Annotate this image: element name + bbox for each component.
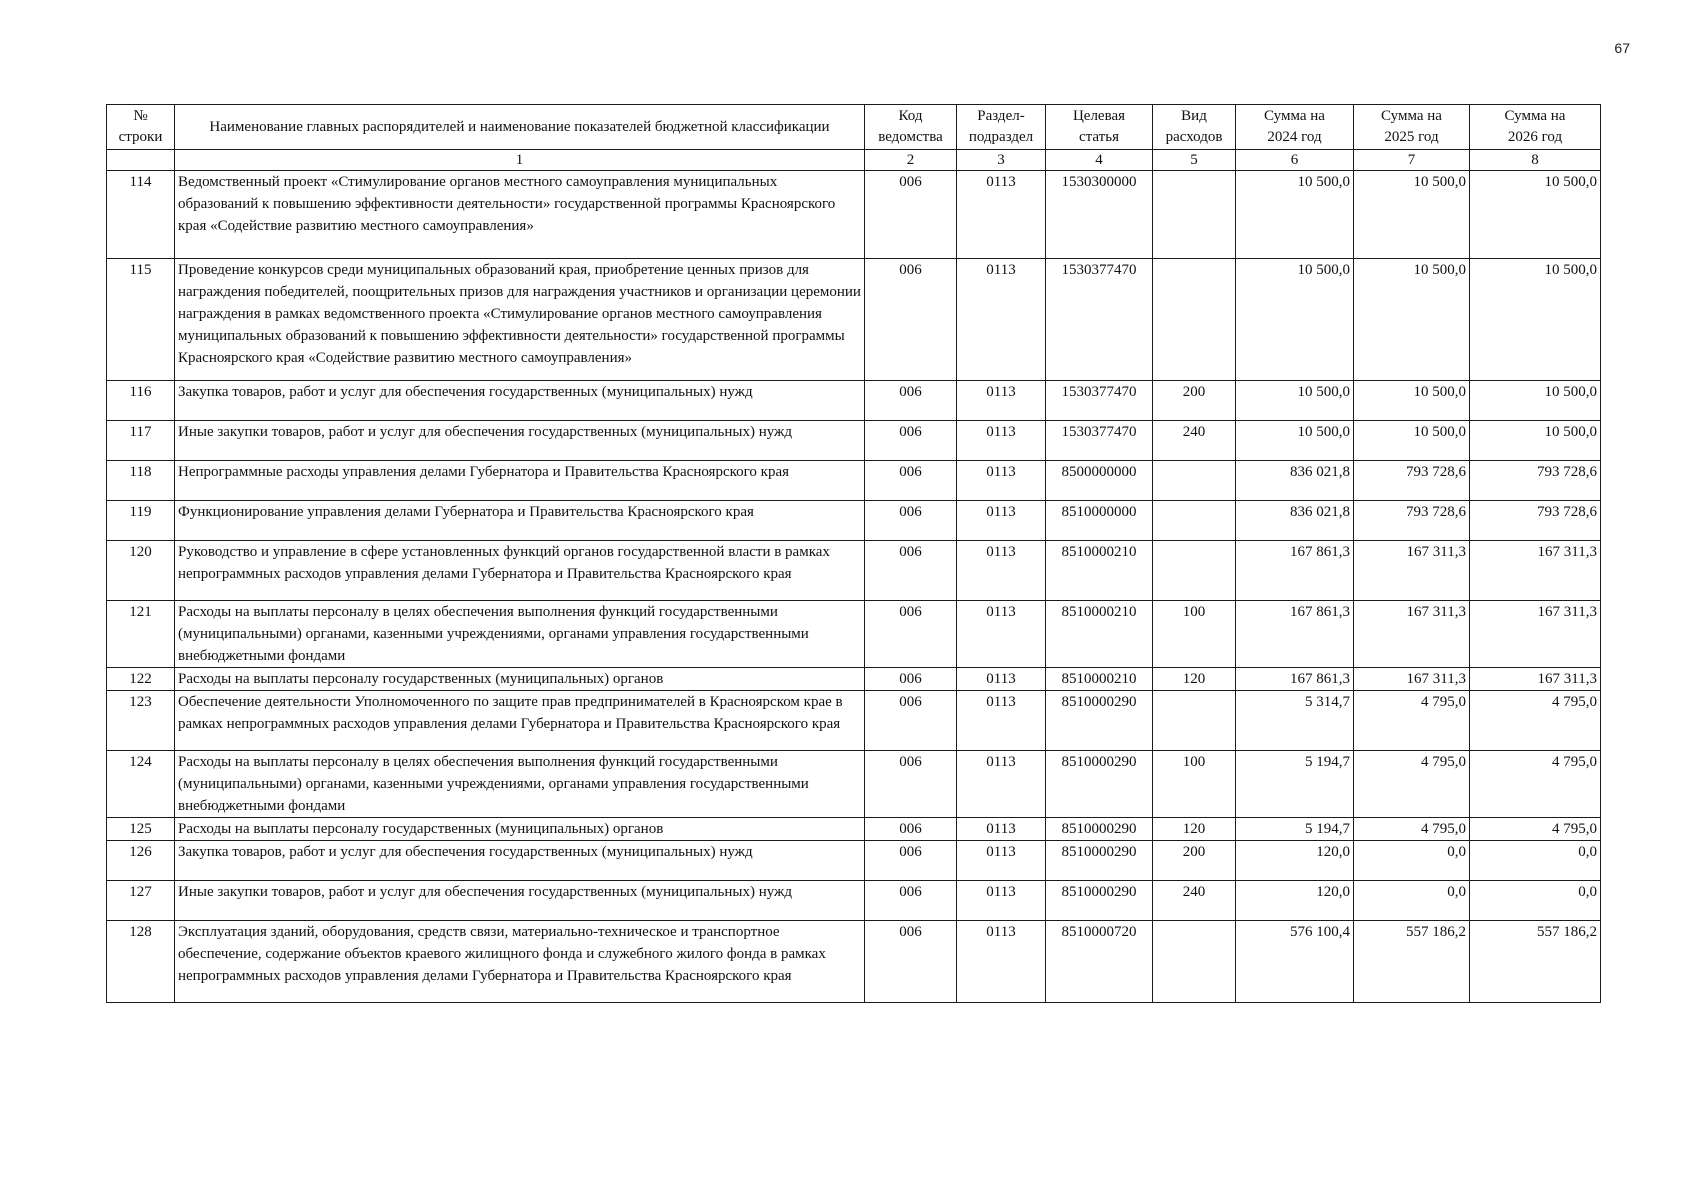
department-code: 006	[865, 818, 957, 841]
header-sum-2025-text: Сумма на 2025 год	[1381, 108, 1442, 145]
expense-type: 120	[1153, 818, 1236, 841]
row-name: Расходы на выплаты персоналу в целях обеспечения выполнения функций государственными (муниципальными) органами, казенными учреждениями, органами управления государственными внебюджетными фондами	[175, 601, 865, 668]
sum-2026: 793 728,6	[1470, 461, 1601, 501]
sum-2024: 10 500,0	[1236, 421, 1354, 461]
expense-type: 240	[1153, 421, 1236, 461]
row-name: Закупка товаров, работ и услуг для обеспечения государственных (муниципальных) нужд	[175, 381, 865, 421]
row-name: Непрограммные расходы управления делами Губернатора и Правительства Красноярского края	[175, 461, 865, 501]
section-code: 0113	[957, 921, 1046, 1003]
section-code: 0113	[957, 841, 1046, 881]
row-number: 114	[107, 171, 175, 259]
expense-type: 200	[1153, 841, 1236, 881]
header-name-text: Наименование главных распорядителей и наименование показателей бюджетной классификации	[209, 118, 830, 135]
sum-2024: 576 100,4	[1236, 921, 1354, 1003]
table-row	[107, 881, 1601, 921]
sum-2026: 10 500,0	[1470, 421, 1601, 461]
page-number: 67	[1614, 40, 1630, 56]
sum-2025: 0,0	[1354, 841, 1470, 881]
section-code: 0113	[957, 541, 1046, 601]
expense-type	[1153, 501, 1236, 541]
sum-2024: 836 021,8	[1236, 461, 1354, 501]
sum-2024: 836 021,8	[1236, 501, 1354, 541]
row-number: 119	[107, 501, 175, 541]
sum-2025: 167 311,3	[1354, 601, 1470, 668]
department-code: 006	[865, 541, 957, 601]
target-article: 8510000210	[1046, 601, 1153, 668]
row-name: Руководство и управление в сфере установленных функций органов государственной власти в рамках непрограммных расходов управления делами Губернатора и Правительства Красноярского края	[175, 541, 865, 601]
column-number: 6	[1236, 150, 1354, 171]
column-numbers-row	[107, 150, 1601, 171]
header-target-article-text: Целевая статья	[1072, 108, 1126, 145]
sum-2026: 10 500,0	[1470, 171, 1601, 259]
row-name: Иные закупки товаров, работ и услуг для обеспечения государственных (муниципальных) нужд	[175, 881, 865, 921]
table-row	[107, 501, 1601, 541]
sum-2025: 557 186,2	[1354, 921, 1470, 1003]
department-code: 006	[865, 601, 957, 668]
sum-2026: 4 795,0	[1470, 751, 1601, 818]
expense-type	[1153, 259, 1236, 381]
table-row	[107, 751, 1601, 818]
expense-type: 240	[1153, 881, 1236, 921]
sum-2025: 4 795,0	[1354, 818, 1470, 841]
header-expense-type	[1153, 105, 1236, 150]
sum-2026: 167 311,3	[1470, 668, 1601, 691]
row-name: Иные закупки товаров, работ и услуг для обеспечения государственных (муниципальных) нужд	[175, 421, 865, 461]
expense-type	[1153, 541, 1236, 601]
section-code: 0113	[957, 601, 1046, 668]
table-row	[107, 818, 1601, 841]
section-code: 0113	[957, 501, 1046, 541]
target-article: 1530377470	[1046, 259, 1153, 381]
row-number: 126	[107, 841, 175, 881]
table-row	[107, 841, 1601, 881]
header-sum-2024	[1236, 105, 1354, 150]
table-row	[107, 421, 1601, 461]
section-code: 0113	[957, 259, 1046, 381]
header-expense-type-text: Вид расходов	[1165, 108, 1223, 145]
header-row-number	[107, 105, 175, 150]
header-sum-2026-text: Сумма на 2026 год	[1504, 108, 1566, 145]
sum-2025: 4 795,0	[1354, 751, 1470, 818]
department-code: 006	[865, 668, 957, 691]
section-code: 0113	[957, 881, 1046, 921]
target-article: 8510000290	[1046, 691, 1153, 751]
target-article: 1530300000	[1046, 171, 1153, 259]
sum-2025: 10 500,0	[1354, 259, 1470, 381]
sum-2026: 793 728,6	[1470, 501, 1601, 541]
expense-type	[1153, 691, 1236, 751]
sum-2024: 120,0	[1236, 841, 1354, 881]
target-article: 8510000210	[1046, 541, 1153, 601]
sum-2024: 167 861,3	[1236, 601, 1354, 668]
target-article: 8510000210	[1046, 668, 1153, 691]
sum-2025: 793 728,6	[1354, 501, 1470, 541]
sum-2026: 0,0	[1470, 841, 1601, 881]
sum-2024: 5 314,7	[1236, 691, 1354, 751]
row-name: Расходы на выплаты персоналу государственных (муниципальных) органов	[175, 818, 865, 841]
row-number: 121	[107, 601, 175, 668]
row-number: 123	[107, 691, 175, 751]
sum-2024: 167 861,3	[1236, 668, 1354, 691]
sum-2025: 10 500,0	[1354, 171, 1470, 259]
sum-2026: 167 311,3	[1470, 601, 1601, 668]
column-number: 7	[1354, 150, 1470, 171]
table-row	[107, 601, 1601, 668]
table-row	[107, 668, 1601, 691]
row-name: Ведомственный проект «Стимулирование органов местного самоуправления муниципальных образований к повышению эффективности деятельности» государственной программы Красноярского края «Содействие развитию местного самоуправления»	[175, 171, 865, 259]
column-number: 8	[1470, 150, 1601, 171]
target-article: 1530377470	[1046, 421, 1153, 461]
row-number: 115	[107, 259, 175, 381]
expense-type: 100	[1153, 751, 1236, 818]
department-code: 006	[865, 259, 957, 381]
target-article: 8510000290	[1046, 881, 1153, 921]
sum-2025: 10 500,0	[1354, 421, 1470, 461]
section-code: 0113	[957, 421, 1046, 461]
sum-2025: 10 500,0	[1354, 381, 1470, 421]
sum-2024: 10 500,0	[1236, 381, 1354, 421]
table-body	[107, 171, 1601, 1003]
sum-2025: 4 795,0	[1354, 691, 1470, 751]
sum-2025: 0,0	[1354, 881, 1470, 921]
column-number: 4	[1046, 150, 1153, 171]
sum-2026: 10 500,0	[1470, 381, 1601, 421]
sum-2026: 10 500,0	[1470, 259, 1601, 381]
header-name	[175, 105, 865, 150]
row-number: 120	[107, 541, 175, 601]
department-code: 006	[865, 461, 957, 501]
row-name: Расходы на выплаты персоналу государственных (муниципальных) органов	[175, 668, 865, 691]
table-row	[107, 461, 1601, 501]
department-code: 006	[865, 381, 957, 421]
section-code: 0113	[957, 818, 1046, 841]
department-code: 006	[865, 751, 957, 818]
sum-2024: 167 861,3	[1236, 541, 1354, 601]
row-number: 118	[107, 461, 175, 501]
department-code: 006	[865, 171, 957, 259]
header-row-number-text: № строки	[118, 108, 163, 145]
sum-2024: 5 194,7	[1236, 818, 1354, 841]
sum-2025: 167 311,3	[1354, 541, 1470, 601]
target-article: 8510000290	[1046, 751, 1153, 818]
header-target-article	[1046, 105, 1153, 150]
table-header-row	[107, 105, 1601, 150]
row-number: 127	[107, 881, 175, 921]
target-article: 8510000720	[1046, 921, 1153, 1003]
row-number: 117	[107, 421, 175, 461]
column-number: 5	[1153, 150, 1236, 171]
expense-type	[1153, 461, 1236, 501]
sum-2025: 167 311,3	[1354, 668, 1470, 691]
header-sum-2026	[1470, 105, 1601, 150]
table-row	[107, 381, 1601, 421]
header-sum-2024-text: Сумма на 2024 год	[1264, 108, 1325, 145]
sum-2026: 167 311,3	[1470, 541, 1601, 601]
target-article: 8510000290	[1046, 841, 1153, 881]
row-number: 125	[107, 818, 175, 841]
section-code: 0113	[957, 691, 1046, 751]
sum-2024: 120,0	[1236, 881, 1354, 921]
sum-2026: 4 795,0	[1470, 818, 1601, 841]
budget-table	[106, 104, 1601, 1003]
row-name: Функционирование управления делами Губернатора и Правительства Красноярского края	[175, 501, 865, 541]
table-row	[107, 921, 1601, 1003]
column-number: 2	[865, 150, 957, 171]
row-name: Обеспечение деятельности Уполномоченного по защите прав предпринимателей в Красноярском крае в рамках непрограммных расходов управления делами Губернатора и Правительства Красноярского края	[175, 691, 865, 751]
header-department-code-text: Код ведомства	[878, 108, 943, 145]
sum-2025: 793 728,6	[1354, 461, 1470, 501]
department-code: 006	[865, 421, 957, 461]
section-code: 0113	[957, 461, 1046, 501]
department-code: 006	[865, 881, 957, 921]
section-code: 0113	[957, 751, 1046, 818]
row-number: 122	[107, 668, 175, 691]
table-row	[107, 171, 1601, 259]
table-row	[107, 541, 1601, 601]
sum-2024: 5 194,7	[1236, 751, 1354, 818]
row-number: 116	[107, 381, 175, 421]
sum-2024: 10 500,0	[1236, 259, 1354, 381]
department-code: 006	[865, 501, 957, 541]
sum-2026: 4 795,0	[1470, 691, 1601, 751]
section-code: 0113	[957, 668, 1046, 691]
target-article: 1530377470	[1046, 381, 1153, 421]
row-number: 128	[107, 921, 175, 1003]
department-code: 006	[865, 921, 957, 1003]
header-department-code	[865, 105, 957, 150]
sum-2026: 557 186,2	[1470, 921, 1601, 1003]
row-name: Закупка товаров, работ и услуг для обеспечения государственных (муниципальных) нужд	[175, 841, 865, 881]
section-code: 0113	[957, 171, 1046, 259]
expense-type: 120	[1153, 668, 1236, 691]
row-name: Эксплуатация зданий, оборудования, средств связи, материально-техническое и транспортное обеспечение, содержание объектов краевого жилищного фонда и служебного жилого фонда в рамках непрограммных расходов управления делами Губернатора и Правительства Красноярского края	[175, 921, 865, 1003]
expense-type: 200	[1153, 381, 1236, 421]
row-name: Проведение конкурсов среди муниципальных образований края, приобретение ценных призов для награждения победителей, поощрительных призов для награждения участников и организации церемонии награждения в рамках ведомственного проекта «Стимулирование органов местного самоуправления муниципальных образований к повышению эффективности деятельности» государственной программы Красноярского края «Содействие развитию местного самоуправления»	[175, 259, 865, 381]
row-name: Расходы на выплаты персоналу в целях обеспечения выполнения функций государственными (муниципальными) органами, казенными учреждениями, органами управления государственными внебюджетными фондами	[175, 751, 865, 818]
target-article: 8510000290	[1046, 818, 1153, 841]
department-code: 006	[865, 691, 957, 751]
header-section	[957, 105, 1046, 150]
column-number: 1	[175, 150, 865, 171]
sum-2024: 10 500,0	[1236, 171, 1354, 259]
row-number: 124	[107, 751, 175, 818]
header-section-text: Раздел- подраздел	[968, 108, 1034, 145]
target-article: 8500000000	[1046, 461, 1153, 501]
header-sum-2025	[1354, 105, 1470, 150]
target-article: 8510000000	[1046, 501, 1153, 541]
section-code: 0113	[957, 381, 1046, 421]
sum-2026: 0,0	[1470, 881, 1601, 921]
department-code: 006	[865, 841, 957, 881]
column-number: 3	[957, 150, 1046, 171]
table-row	[107, 259, 1601, 381]
expense-type	[1153, 921, 1236, 1003]
expense-type	[1153, 171, 1236, 259]
column-number	[107, 150, 175, 171]
expense-type: 100	[1153, 601, 1236, 668]
table-row	[107, 691, 1601, 751]
